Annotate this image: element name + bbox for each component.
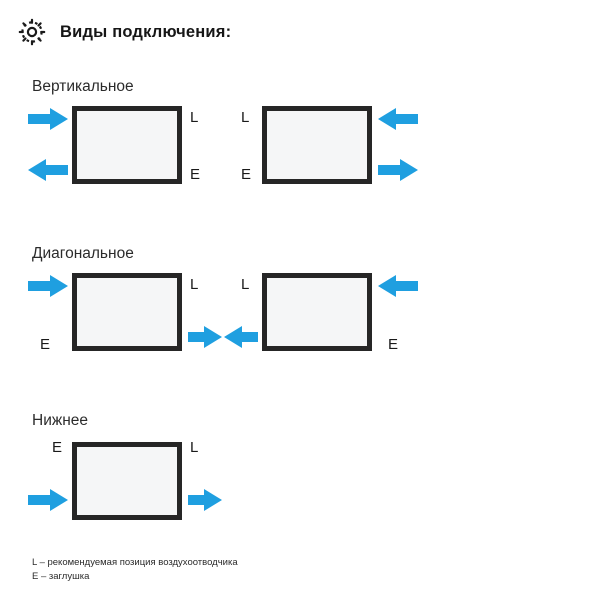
section-label-bottom: Нижнее xyxy=(32,412,89,429)
letter-L-bottom: L xyxy=(190,439,199,456)
footnote-L: L – рекомендуемая позиция воздухоотводчика xyxy=(32,557,238,568)
letter-L-diagonal-left: L xyxy=(190,276,199,293)
arrow-right-bottom-right xyxy=(188,489,222,511)
arrow-left-vertical-left-bottom xyxy=(28,159,68,181)
radiator-diagonal-left xyxy=(72,273,182,351)
letter-E-diagonal-left: E xyxy=(40,336,51,353)
letter-L-vertical-right: L xyxy=(241,109,250,126)
arrow-right-diagonal-left-top xyxy=(28,275,68,297)
arrow-right-vertical-right-bottom xyxy=(378,159,418,181)
arrow-left-diagonal-right-bottom xyxy=(224,326,258,348)
letter-E-diagonal-right: E xyxy=(388,336,399,353)
radiator-bottom xyxy=(72,442,182,520)
gear-icon xyxy=(18,18,46,46)
page-title: Виды подключения: xyxy=(60,22,232,41)
section-label-vertical: Вертикальное xyxy=(32,78,134,95)
radiator-diagonal-right xyxy=(262,273,372,351)
letter-L-vertical-left: L xyxy=(190,109,199,126)
header xyxy=(18,18,231,46)
arrow-left-diagonal-right-top xyxy=(378,275,418,297)
radiator-vertical-left xyxy=(72,106,182,184)
arrow-right-bottom-left xyxy=(28,489,68,511)
footnote-E: E – заглушка xyxy=(32,570,90,582)
arrow-left-vertical-right-top xyxy=(378,108,418,130)
arrow-right-vertical-left-top xyxy=(28,108,68,130)
section-label-diagonal: Диагональное xyxy=(32,245,134,262)
letter-E-vertical-left: E xyxy=(190,166,201,183)
letter-E-vertical-right: E xyxy=(241,166,252,183)
radiator-vertical-right xyxy=(262,106,372,184)
letter-L-diagonal-right: L xyxy=(241,276,250,293)
arrow-right-diagonal-left-bottom xyxy=(188,326,222,348)
letter-E-bottom: E xyxy=(52,439,63,456)
footnotes xyxy=(32,556,238,584)
